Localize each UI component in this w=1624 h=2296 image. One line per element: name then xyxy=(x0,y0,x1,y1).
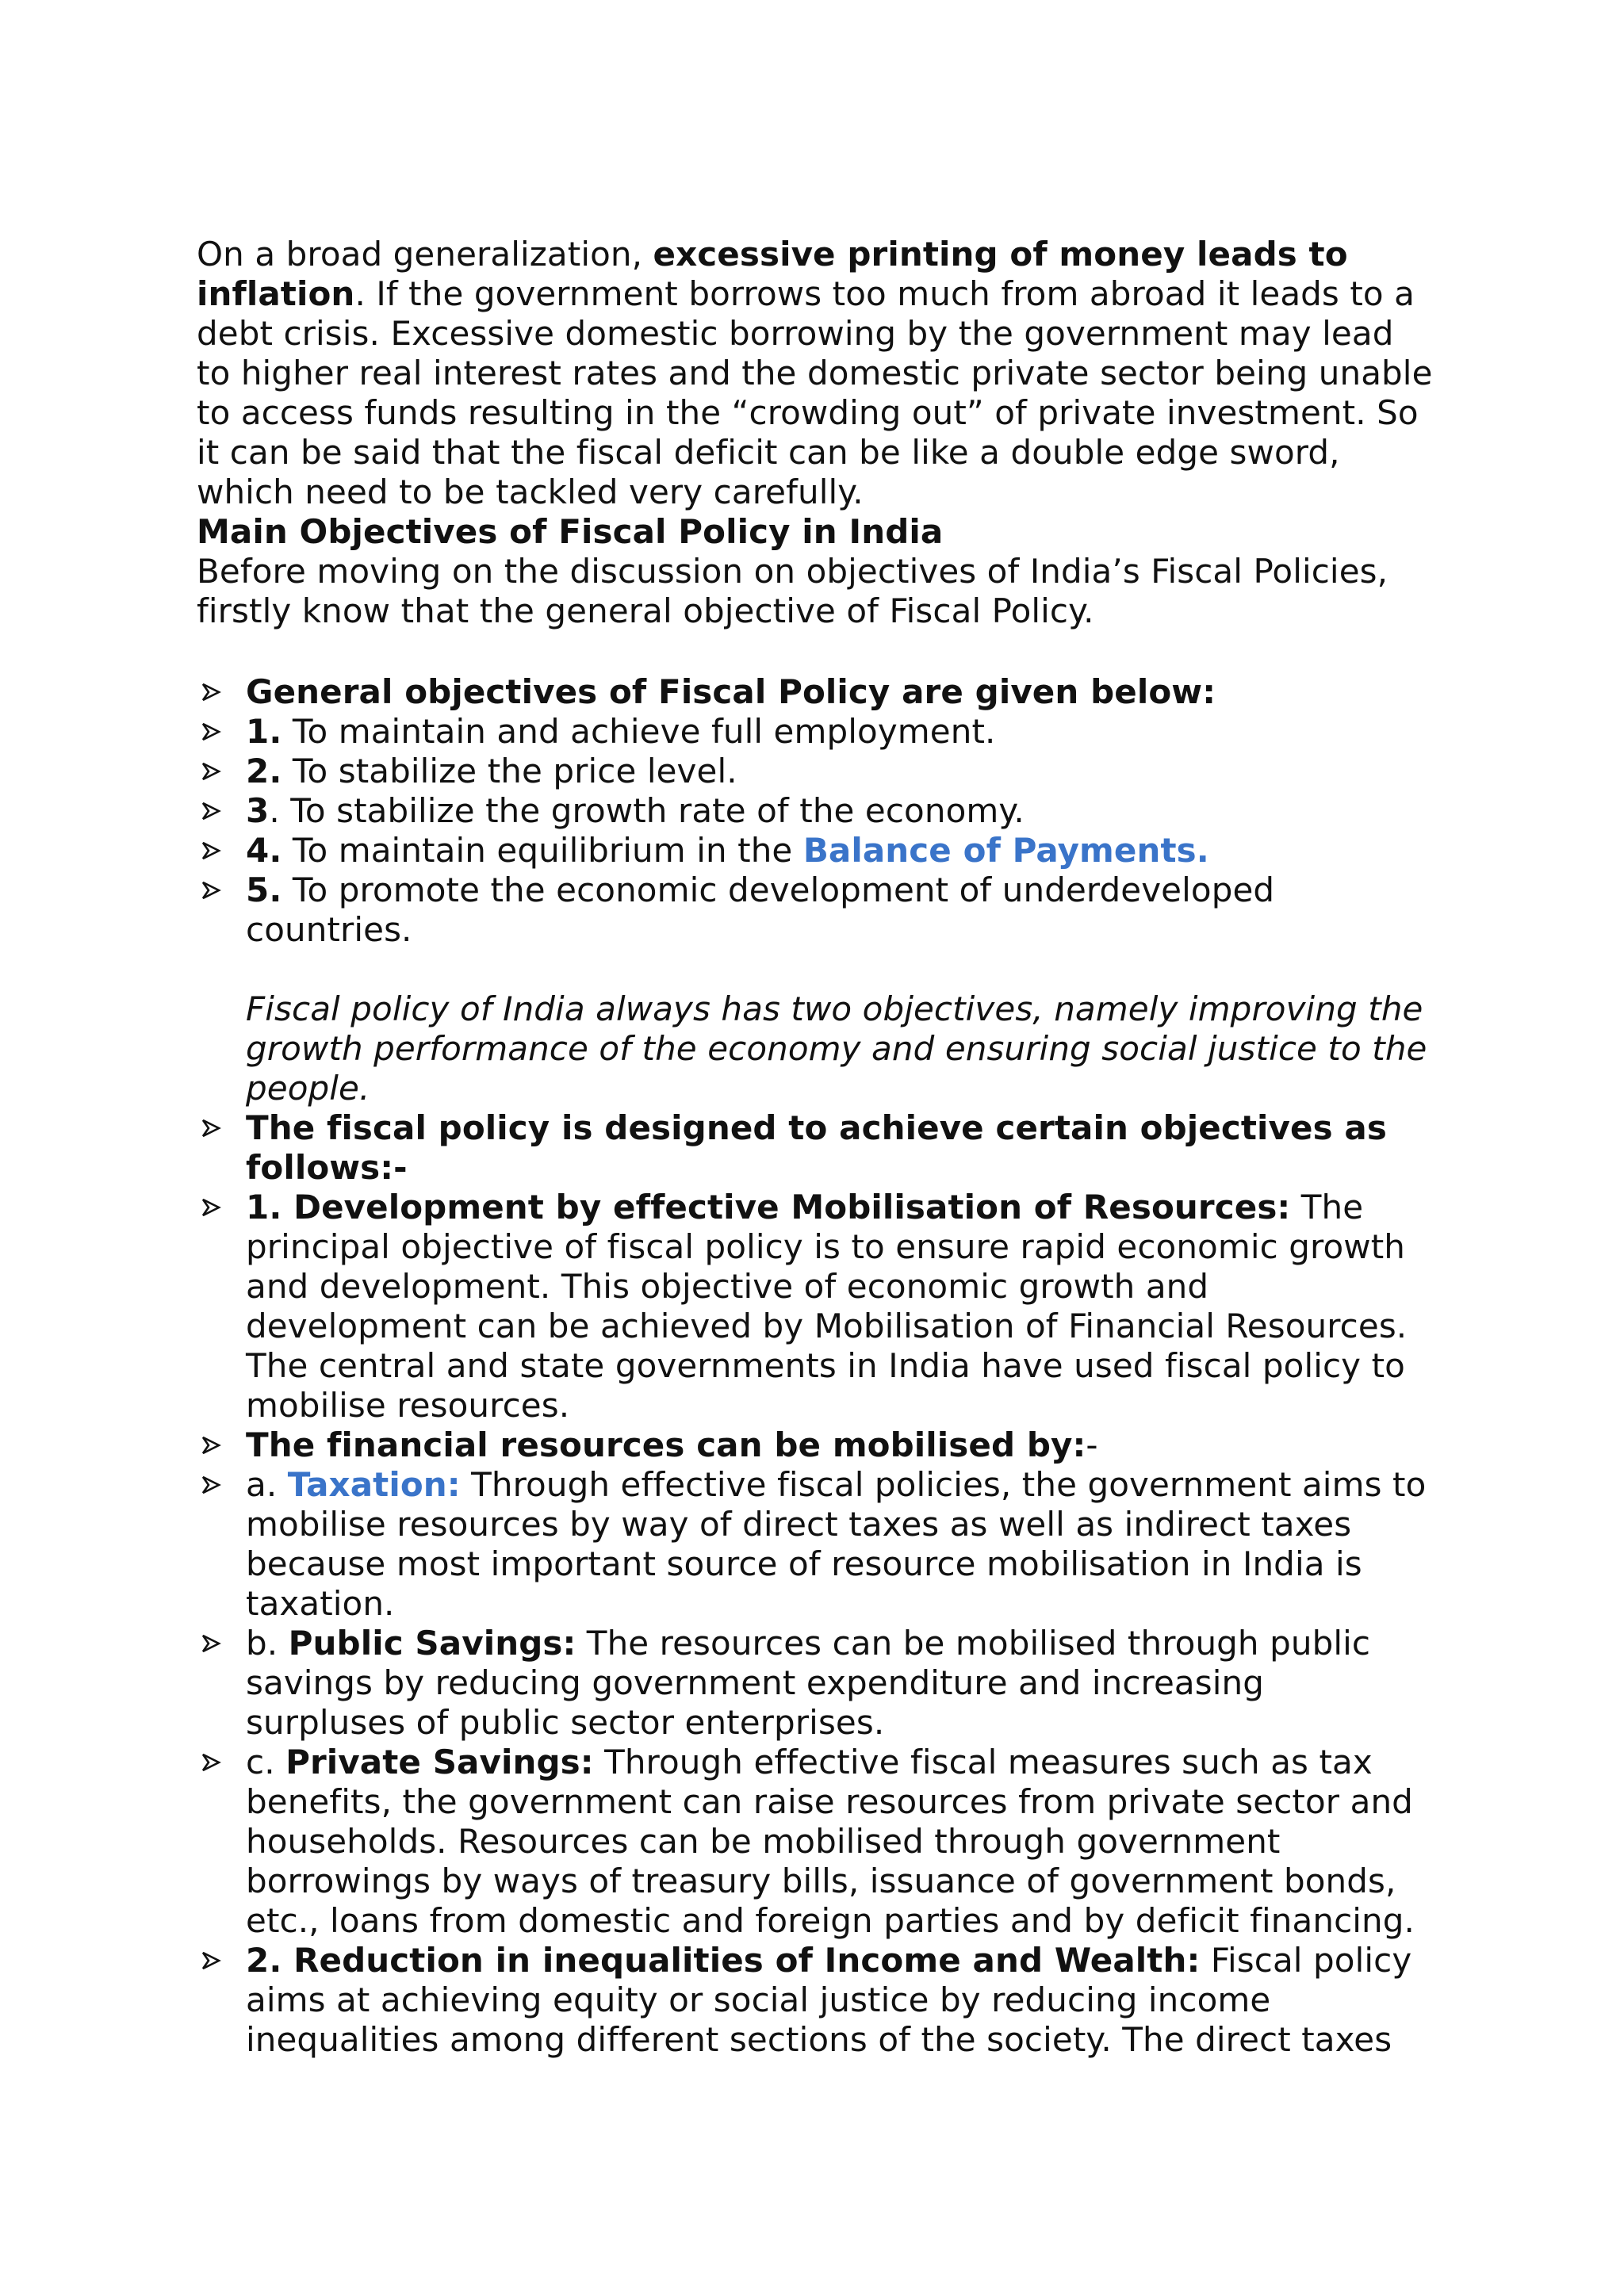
list-item xyxy=(197,712,1434,752)
arrow-bullet-icon xyxy=(200,1941,224,1980)
sub-b-title: Public Savings: xyxy=(288,1624,576,1663)
item-number: 4. xyxy=(246,831,282,870)
item-text: To maintain and achieve full employment. xyxy=(282,712,996,751)
fiscal-objectives-list xyxy=(197,1108,1434,2060)
arrow-bullet-icon xyxy=(200,791,224,831)
arrow-bullet-icon xyxy=(200,1465,224,1505)
item-number: 2. xyxy=(246,752,282,790)
list-item xyxy=(197,791,1434,831)
sub-b-prefix: b. xyxy=(246,1624,289,1663)
before-paragraph: Before moving on the discussion on objectives of India’s Fiscal Policies, firstly know that the general objective of Fiscal Policy. xyxy=(197,552,1388,630)
intro-paragraph xyxy=(197,235,1434,512)
objective-1-title: 1. Development by effective Mobilisation of Resources: xyxy=(246,1188,1291,1226)
italic-note: Fiscal policy of India always has two objectives, namely improving the growth performance of the economy and ensuring social justice to the people. xyxy=(246,989,1427,1108)
item-text: To promote the economic development of underdeveloped countries. xyxy=(246,871,1275,949)
sub-c-title: Private Savings: xyxy=(285,1743,594,1781)
list-item xyxy=(197,672,1434,712)
arrow-bullet-icon xyxy=(200,1624,224,1663)
mobilised-title: The financial resources can be mobilised by: xyxy=(246,1425,1086,1464)
list-item xyxy=(197,1941,1434,2060)
balance-of-payments-link[interactable]: Balance of Payments. xyxy=(802,831,1209,870)
list-item xyxy=(197,1108,1434,1188)
item-number: 1. xyxy=(246,712,282,751)
arrow-bullet-icon xyxy=(200,672,224,712)
arrow-bullet-icon xyxy=(200,752,224,791)
sub-b-text: The resources can be mobilised through public savings by reducing government expenditure and increasing surpluses of public sector enterprises. xyxy=(246,1624,1371,1742)
spacer xyxy=(197,950,1434,989)
arrow-bullet-icon xyxy=(200,1743,224,1782)
item-number: 5. xyxy=(246,871,282,909)
objective-2-text: Fiscal policy aims at achieving equity or social justice by reducing income inequalities among different sections of the society. The direct taxes xyxy=(246,1941,1412,2059)
objective-2-title: 2. Reduction in inequalities of Income and Wealth: xyxy=(246,1941,1201,1980)
arrow-bullet-icon xyxy=(200,1188,224,1227)
list-item xyxy=(197,1743,1434,1941)
taxation-link[interactable]: Taxation: xyxy=(287,1465,461,1504)
arrow-bullet-icon xyxy=(200,831,224,871)
item-text: To maintain equilibrium in the xyxy=(282,831,803,870)
document-page xyxy=(197,235,1434,2060)
intro-text-2: . If the government borrows too much from abroad it leads to a debt crisis. Excessive domestic borrowing by the government may lead to higher real interest rates and the domestic private sector being unable to access funds resulting in the “crowding out” of private investment. So it can be said that the fiscal deficit can be like a double edge sword, which need to be tackled very carefully. xyxy=(197,274,1433,511)
item-number: 3 xyxy=(246,791,270,830)
list-item xyxy=(197,1465,1434,1624)
objective-1-text: The principal objective of fiscal policy is to ensure rapid economic growth and development. This objective of economic growth and development can be achieved by Mobilisation of Financial Resources. The central and state governments in India have used fiscal policy to mobilise resources. xyxy=(246,1188,1408,1425)
item-text: To stabilize the price level. xyxy=(282,752,737,790)
intro-bold: excessive printing of money leads to inflation xyxy=(197,235,1348,313)
arrow-bullet-icon xyxy=(200,1108,224,1148)
mobilised-suffix: - xyxy=(1086,1425,1098,1464)
general-objectives-title: General objectives of Fiscal Policy are given below: xyxy=(246,672,1216,711)
list-item xyxy=(197,871,1434,950)
arrow-bullet-icon xyxy=(200,1425,224,1465)
arrow-bullet-icon xyxy=(200,871,224,910)
item-text: . To stabilize the growth rate of the economy. xyxy=(269,791,1025,830)
designed-title: The fiscal policy is designed to achieve certain objectives as follows:- xyxy=(246,1108,1387,1187)
sub-c-text: Through effective fiscal measures such as tax benefits, the government can raise resources from private sector and households. Resources can be mobilised through government borrowings by ways of treasury bills, issuance of government bonds, etc., loans from domestic and foreign parties and by deficit financing. xyxy=(246,1743,1415,1940)
sub-a-text: Through effective fiscal policies, the government aims to mobilise resources by way of direct taxes as well as indirect taxes because most important source of resource mobilisation in India is taxation. xyxy=(246,1465,1427,1623)
list-item xyxy=(197,1188,1434,1425)
list-item xyxy=(197,752,1434,791)
spacer xyxy=(197,631,1434,672)
list-item xyxy=(197,831,1434,871)
general-objectives-list xyxy=(197,672,1434,950)
list-item xyxy=(197,1425,1434,1465)
arrow-bullet-icon xyxy=(200,712,224,752)
sub-a-prefix: a. xyxy=(246,1465,288,1504)
intro-text-1: On a broad generalization, xyxy=(197,235,653,274)
section-heading: Main Objectives of Fiscal Policy in India xyxy=(197,512,944,551)
list-item xyxy=(197,1624,1434,1743)
sub-c-prefix: c. xyxy=(246,1743,286,1781)
